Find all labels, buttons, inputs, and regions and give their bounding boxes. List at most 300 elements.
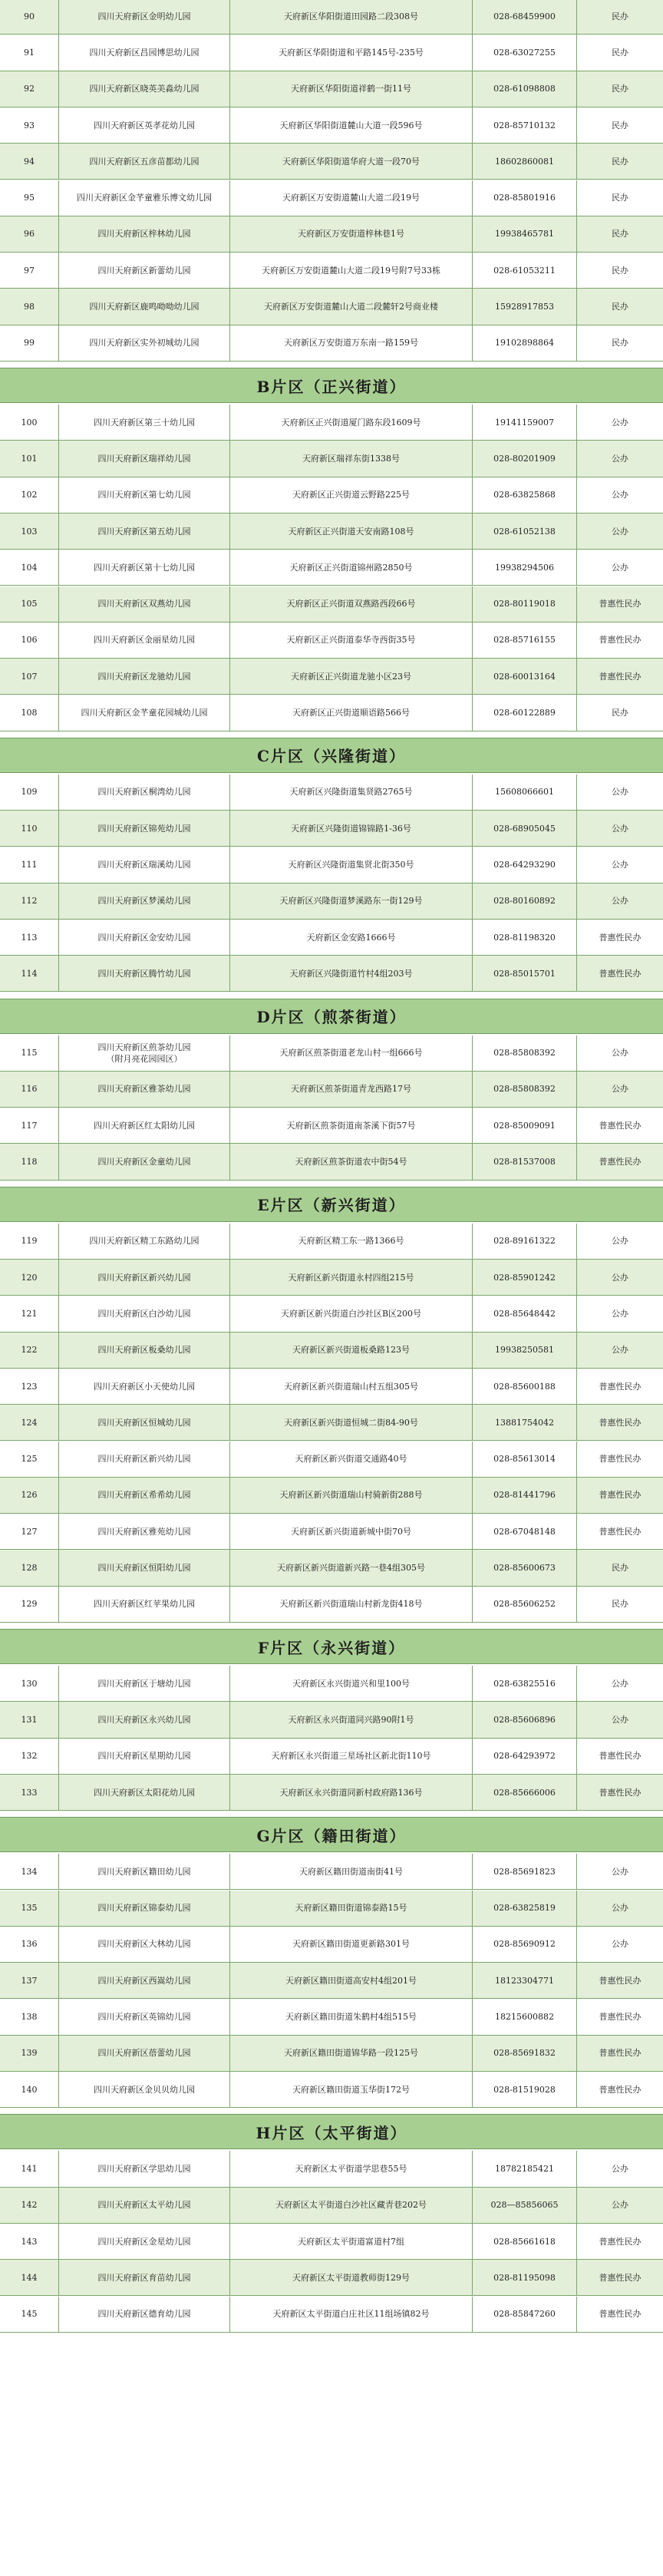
cell-type: 普惠性民办 bbox=[599, 1454, 642, 1465]
cell-type: 普惠性民办 bbox=[599, 1381, 642, 1392]
cell-name: 四川天府新区瑞祥幼儿园 bbox=[59, 441, 230, 476]
cell-no: 131 bbox=[0, 1702, 59, 1737]
cell-type: 普惠性民办 bbox=[599, 2012, 642, 2023]
cell-tel: 028-68459900 bbox=[473, 0, 577, 34]
cell-no: 138 bbox=[0, 1999, 59, 2034]
cell-name: 四川天府新区煎茶幼儿园 （附月亮花园园区） bbox=[59, 1035, 230, 1071]
table-row bbox=[0, 1260, 663, 1296]
cell-addr: 天府新区新兴街道恒城二街84-90号 bbox=[230, 1405, 473, 1440]
cell-tel: 18782185421 bbox=[473, 2151, 577, 2186]
cell-addr: 天府新区正兴街道锦州路2850号 bbox=[230, 550, 473, 585]
table-row bbox=[0, 956, 663, 992]
cell-tel: 028-81195098 bbox=[473, 2260, 577, 2295]
cell-tel: 028-85648442 bbox=[473, 1296, 577, 1331]
section-header bbox=[0, 1187, 663, 1222]
table-row bbox=[0, 2260, 663, 2296]
cell-type: 公办 bbox=[612, 1866, 628, 1877]
table-row bbox=[0, 847, 663, 883]
cell-name: 四川天府新区金芊童雅乐博文幼儿园 bbox=[59, 180, 230, 216]
cell-name: 四川天府新区金芊童花园城幼儿园 bbox=[59, 695, 230, 730]
cell-tel: 028-85606896 bbox=[473, 1702, 577, 1737]
cell-addr: 天府新区新兴街道交通路40号 bbox=[230, 1442, 473, 1477]
table-row bbox=[0, 1999, 663, 2035]
table-row bbox=[0, 514, 663, 550]
cell-type: 普惠性民办 bbox=[599, 932, 642, 943]
table-row bbox=[0, 0, 663, 35]
cell-addr: 天府新区太平街道富道村7组 bbox=[230, 2224, 473, 2259]
cell-tel: 028-60013164 bbox=[473, 659, 577, 694]
table-row bbox=[0, 180, 663, 216]
table-row bbox=[0, 1854, 663, 1890]
cell-no: 105 bbox=[0, 586, 59, 622]
section-header bbox=[0, 738, 663, 773]
cell-tel: 028-85691823 bbox=[473, 1854, 577, 1889]
cell-name: 四川天府新区双燕幼儿园 bbox=[59, 586, 230, 622]
cell-addr: 天府新区正兴街道顺语路566号 bbox=[230, 695, 473, 730]
cell-tel: 19141159007 bbox=[473, 405, 577, 440]
cell-tel: 18123304771 bbox=[473, 1963, 577, 1998]
cell-no: 106 bbox=[0, 623, 59, 658]
cell-name: 四川天府新区蓓蕾幼儿园 bbox=[59, 2036, 230, 2071]
table-row bbox=[0, 1666, 663, 1702]
section-title: D片区（煎茶街道） bbox=[256, 1008, 407, 1026]
cell-no: 132 bbox=[0, 1739, 59, 1774]
cell-name: 四川天府新区白沙幼儿园 bbox=[59, 1296, 230, 1331]
cell-no: 108 bbox=[0, 695, 59, 730]
cell-addr: 天府新区兴隆街道锦锦路1-36号 bbox=[230, 811, 473, 846]
table-row bbox=[0, 1478, 663, 1514]
cell-addr: 天府新区兴隆街道梦溪路东一街129号 bbox=[230, 883, 473, 919]
cell-tel: 028-81519028 bbox=[473, 2072, 577, 2107]
cell-type: 普惠性民办 bbox=[599, 1157, 642, 1167]
table-row bbox=[0, 289, 663, 325]
cell-name: 四川天府新区梓林幼儿园 bbox=[59, 216, 230, 252]
cell-type: 公办 bbox=[612, 490, 628, 500]
cell-tel: 15928917853 bbox=[473, 289, 577, 324]
table-row bbox=[0, 774, 663, 811]
cell-tel: 028-80201909 bbox=[473, 441, 577, 476]
cell-name: 四川天府新区于塘幼儿园 bbox=[59, 1666, 230, 1701]
cell-type: 普惠性民办 bbox=[599, 1490, 642, 1501]
table-row bbox=[0, 1108, 663, 1144]
table-row bbox=[0, 144, 663, 180]
cell-name: 四川天府新区籍田幼儿园 bbox=[59, 1854, 230, 1889]
cell-no: 114 bbox=[0, 956, 59, 991]
table-row bbox=[0, 2036, 663, 2072]
table-row bbox=[0, 1927, 663, 1963]
cell-no: 90 bbox=[0, 0, 59, 34]
cell-addr: 天府新区煎茶街道农中街54号 bbox=[230, 1144, 473, 1179]
cell-no: 136 bbox=[0, 1927, 59, 1962]
cell-addr: 天府新区万安街道梓林巷1号 bbox=[230, 216, 473, 252]
table-row bbox=[0, 1702, 663, 1738]
cell-addr: 天府新区瑞祥东街1338号 bbox=[230, 441, 473, 476]
table-row bbox=[0, 659, 663, 695]
cell-tel: 028-64293290 bbox=[473, 847, 577, 882]
table-row bbox=[0, 2297, 663, 2333]
table-row bbox=[0, 1224, 663, 1260]
cell-type: 普惠性民办 bbox=[599, 2309, 642, 2320]
cell-name: 四川天府新区英孝花幼儿园 bbox=[59, 107, 230, 143]
cell-tel: 028-89161322 bbox=[473, 1224, 577, 1259]
cell-type: 民办 bbox=[612, 193, 628, 203]
cell-name: 四川天府新区实外初城幼儿园 bbox=[59, 325, 230, 361]
cell-no: 141 bbox=[0, 2151, 59, 2186]
cell-no: 113 bbox=[0, 920, 59, 955]
cell-addr: 天府新区煎茶街道青龙西路17号 bbox=[230, 1072, 473, 1107]
cell-tel: 028-85691832 bbox=[473, 2036, 577, 2071]
cell-addr: 天府新区籍田街道朱鹤村4组515号 bbox=[230, 1999, 473, 2034]
cell-type: 公办 bbox=[612, 417, 628, 428]
cell-tel: 028-63825819 bbox=[473, 1891, 577, 1926]
cell-name: 四川天府新区金明幼儿园 bbox=[59, 0, 230, 34]
cell-no: 107 bbox=[0, 659, 59, 694]
cell-name: 四川天府新区恒阳幼儿园 bbox=[59, 1550, 230, 1585]
cell-tel: 028-85661618 bbox=[473, 2224, 577, 2259]
cell-tel: 028-61053211 bbox=[473, 253, 577, 288]
cell-type: 公办 bbox=[612, 526, 628, 537]
cell-name: 四川天府新区鹿鸣呦呦幼儿园 bbox=[59, 289, 230, 324]
cell-type: 公办 bbox=[612, 859, 628, 870]
cell-name: 四川天府新区恒城幼儿园 bbox=[59, 1405, 230, 1440]
cell-name: 四川天府新区希希幼儿园 bbox=[59, 1478, 230, 1513]
cell-type: 普惠性民办 bbox=[599, 968, 642, 979]
cell-name: 四川天府新区锦泰幼儿园 bbox=[59, 1891, 230, 1926]
cell-name: 四川天府新区第七幼儿园 bbox=[59, 477, 230, 513]
table-row bbox=[0, 883, 663, 920]
cell-no: 118 bbox=[0, 1144, 59, 1179]
section-title: G片区（籍田街道） bbox=[256, 1826, 407, 1845]
cell-type: 民办 bbox=[612, 11, 628, 21]
table-row bbox=[0, 107, 663, 144]
table-row bbox=[0, 1550, 663, 1586]
cell-type: 民办 bbox=[612, 229, 628, 239]
cell-name: 四川天府新区雅苑幼儿园 bbox=[59, 1514, 230, 1549]
table-row bbox=[0, 2188, 663, 2224]
cell-tel: 13881754042 bbox=[473, 1405, 577, 1440]
cell-name: 四川天府新区龙驰幼儿园 bbox=[59, 659, 230, 694]
cell-type: 普惠性民办 bbox=[599, 1417, 642, 1428]
cell-name: 四川天府新区红太阳幼儿园 bbox=[59, 1108, 230, 1143]
cell-no: 134 bbox=[0, 1854, 59, 1889]
cell-no: 92 bbox=[0, 71, 59, 107]
cell-no: 135 bbox=[0, 1891, 59, 1926]
cell-name: 四川天府新区育苗幼儿园 bbox=[59, 2260, 230, 2295]
cell-type: 公办 bbox=[612, 787, 628, 798]
cell-no: 117 bbox=[0, 1108, 59, 1143]
cell-tel: 19938465781 bbox=[473, 216, 577, 252]
cell-no: 122 bbox=[0, 1333, 59, 1368]
cell-no: 116 bbox=[0, 1072, 59, 1107]
cell-name: 四川天府新区梦溪幼儿园 bbox=[59, 883, 230, 919]
cell-name: 四川天府新区西嵩幼儿园 bbox=[59, 1963, 230, 1998]
section-header bbox=[0, 1629, 663, 1664]
cell-tel: 19938294506 bbox=[473, 550, 577, 585]
cell-type: 普惠性民办 bbox=[599, 2048, 642, 2059]
cell-name: 四川天府新区红苹果幼儿园 bbox=[59, 1587, 230, 1622]
cell-no: 101 bbox=[0, 441, 59, 476]
section-header bbox=[0, 368, 663, 403]
cell-name: 四川天府新区金丽星幼儿园 bbox=[59, 623, 230, 658]
cell-no: 125 bbox=[0, 1442, 59, 1477]
table-row bbox=[0, 623, 663, 659]
cell-no: 139 bbox=[0, 2036, 59, 2071]
cell-addr: 天府新区正兴街道厦门路东段1609号 bbox=[230, 405, 473, 440]
cell-no: 137 bbox=[0, 1963, 59, 1998]
table-row bbox=[0, 216, 663, 253]
cell-no: 112 bbox=[0, 883, 59, 919]
cell-addr: 天府新区新兴街道瑞山村骑新街288号 bbox=[230, 1478, 473, 1513]
cell-addr: 天府新区兴隆街道集贤北街350号 bbox=[230, 847, 473, 882]
table-row bbox=[0, 1739, 663, 1775]
cell-type: 民办 bbox=[612, 265, 628, 276]
cell-no: 143 bbox=[0, 2224, 59, 2259]
cell-no: 142 bbox=[0, 2188, 59, 2223]
cell-name: 四川天府新区第十七幼儿园 bbox=[59, 550, 230, 585]
cell-type: 普惠性民办 bbox=[599, 1787, 642, 1798]
cell-type: 民办 bbox=[612, 156, 628, 167]
table-row bbox=[0, 1035, 663, 1072]
table-row bbox=[0, 1144, 663, 1180]
cell-addr: 天府新区正兴街道龙驰小区23号 bbox=[230, 659, 473, 694]
cell-no: 91 bbox=[0, 35, 59, 70]
cell-tel: 028-85808392 bbox=[473, 1072, 577, 1107]
cell-addr: 天府新区永兴街道同兴路90附1号 bbox=[230, 1702, 473, 1737]
cell-addr: 天府新区新兴街道瑞山村五组305号 bbox=[230, 1369, 473, 1404]
table-row bbox=[0, 920, 663, 956]
table-row bbox=[0, 695, 663, 731]
cell-type: 公办 bbox=[612, 562, 628, 573]
table-row bbox=[0, 1333, 663, 1369]
cell-tel: 028-63825868 bbox=[473, 477, 577, 513]
cell-type: 民办 bbox=[612, 47, 628, 58]
cell-no: 115 bbox=[0, 1035, 59, 1071]
cell-tel: 18602860081 bbox=[473, 144, 577, 179]
cell-tel: 028-85901242 bbox=[473, 1260, 577, 1295]
cell-tel: 18215600882 bbox=[473, 1999, 577, 2034]
cell-name: 四川天府新区金童幼儿园 bbox=[59, 1144, 230, 1179]
cell-no: 123 bbox=[0, 1369, 59, 1404]
cell-tel: 028-85801916 bbox=[473, 180, 577, 216]
section-header bbox=[0, 1817, 663, 1852]
cell-type: 普惠性民办 bbox=[599, 1975, 642, 1986]
cell-tel: 028-85600188 bbox=[473, 1369, 577, 1404]
cell-no: 130 bbox=[0, 1666, 59, 1701]
cell-no: 110 bbox=[0, 811, 59, 846]
cell-type: 民办 bbox=[612, 1563, 628, 1574]
cell-tel: 028-80160892 bbox=[473, 883, 577, 919]
cell-addr: 天府新区煎茶街道南茶溪下街57号 bbox=[230, 1108, 473, 1143]
cell-name: 四川天府新区太阳花幼儿园 bbox=[59, 1775, 230, 1810]
cell-addr: 天府新区万安街道麓山大道二段麓轩2号商业楼 bbox=[230, 289, 473, 324]
cell-tel: 028-60122889 bbox=[473, 695, 577, 730]
cell-tel: 028-85847260 bbox=[473, 2297, 577, 2332]
cell-name: 四川天府新区金星幼儿园 bbox=[59, 2224, 230, 2259]
cell-addr: 天府新区华阳街道祥鹤一街11号 bbox=[230, 71, 473, 107]
cell-addr: 天府新区新兴街道永村四组215号 bbox=[230, 1260, 473, 1295]
cell-no: 93 bbox=[0, 107, 59, 143]
cell-addr: 天府新区万安街道麓山大道二段19号 bbox=[230, 180, 473, 216]
cell-name: 四川天府新区瑞溪幼儿园 bbox=[59, 847, 230, 882]
cell-no: 145 bbox=[0, 2297, 59, 2332]
cell-addr: 天府新区籍田街道玉华街172号 bbox=[230, 2072, 473, 2107]
table-row bbox=[0, 1072, 663, 1108]
cell-name: 四川天府新区晓英美淼幼儿园 bbox=[59, 71, 230, 107]
cell-type: 普惠性民办 bbox=[599, 2272, 642, 2283]
cell-type: 普惠性民办 bbox=[599, 599, 642, 609]
table-row bbox=[0, 1891, 663, 1927]
cell-no: 129 bbox=[0, 1587, 59, 1622]
cell-addr: 天府新区正兴街道云野路225号 bbox=[230, 477, 473, 513]
table-row bbox=[0, 550, 663, 586]
cell-addr: 天府新区永兴街道三星场社区新北街110号 bbox=[230, 1739, 473, 1774]
cell-no: 120 bbox=[0, 1260, 59, 1295]
cell-no: 124 bbox=[0, 1405, 59, 1440]
cell-addr: 天府新区籍田街道更新路301号 bbox=[230, 1927, 473, 1962]
cell-addr: 天府新区太平街道学思巷55号 bbox=[230, 2151, 473, 2186]
cell-tel: 028-85600673 bbox=[473, 1550, 577, 1585]
cell-tel: 028-85716155 bbox=[473, 623, 577, 658]
cell-addr: 天府新区兴隆街道竹村4组203号 bbox=[230, 956, 473, 991]
table-row bbox=[0, 1296, 663, 1332]
cell-tel: 028-68905045 bbox=[473, 811, 577, 846]
cell-name: 四川天府新区英锦幼儿园 bbox=[59, 1999, 230, 2034]
cell-addr: 天府新区永兴街道兴和里100号 bbox=[230, 1666, 473, 1701]
cell-addr: 天府新区华阳街道田园路二段308号 bbox=[230, 0, 473, 34]
section-title: B片区（正兴街道） bbox=[256, 377, 407, 396]
cell-addr: 天府新区永兴街道同新村政府路136号 bbox=[230, 1775, 473, 1810]
cell-type: 普惠性民办 bbox=[599, 1120, 642, 1131]
cell-type: 民办 bbox=[612, 302, 628, 312]
cell-type: 公办 bbox=[612, 1236, 628, 1247]
cell-name: 四川天府新区五彦苗都幼儿园 bbox=[59, 144, 230, 179]
cell-addr: 天府新区籍田街道锦泰路15号 bbox=[230, 1891, 473, 1926]
cell-no: 103 bbox=[0, 514, 59, 549]
cell-addr: 天府新区万安街道万东南一路159号 bbox=[230, 325, 473, 361]
cell-no: 133 bbox=[0, 1775, 59, 1810]
cell-name: 四川天府新区昌园博思幼儿园 bbox=[59, 35, 230, 70]
table-row bbox=[0, 2224, 663, 2260]
cell-no: 140 bbox=[0, 2072, 59, 2107]
section-header bbox=[0, 999, 663, 1034]
table-row bbox=[0, 325, 663, 362]
table-row bbox=[0, 35, 663, 71]
cell-no: 128 bbox=[0, 1550, 59, 1585]
cell-addr: 天府新区正兴街道双燕路西段66号 bbox=[230, 586, 473, 622]
cell-addr: 天府新区兴隆街道集贤路2765号 bbox=[230, 774, 473, 810]
table-row bbox=[0, 71, 663, 107]
cell-tel: 028-85009091 bbox=[473, 1108, 577, 1143]
cell-tel: 028-85613014 bbox=[473, 1442, 577, 1477]
cell-addr: 天府新区煎茶街道老龙山村一组666号 bbox=[230, 1035, 473, 1071]
cell-name: 四川天府新区雅茶幼儿园 bbox=[59, 1072, 230, 1107]
table-row bbox=[0, 477, 663, 514]
cell-tel: 028-67048148 bbox=[473, 1514, 577, 1549]
cell-type: 公办 bbox=[612, 453, 628, 464]
cell-type: 普惠性民办 bbox=[599, 2084, 642, 2095]
cell-addr: 天府新区籍田街道高安村4组201号 bbox=[230, 1963, 473, 1998]
cell-no: 111 bbox=[0, 847, 59, 882]
section-title: H片区（太平街道） bbox=[256, 2123, 407, 2142]
cell-addr: 天府新区新兴街道白沙社区B区200号 bbox=[230, 1296, 473, 1331]
cell-no: 94 bbox=[0, 144, 59, 179]
cell-type: 普惠性民办 bbox=[599, 1751, 642, 1762]
cell-name: 四川天府新区德育幼儿园 bbox=[59, 2297, 230, 2332]
cell-no: 100 bbox=[0, 405, 59, 440]
cell-tel: 028-61052138 bbox=[473, 514, 577, 549]
cell-name: 四川天府新区腾竹幼儿园 bbox=[59, 956, 230, 991]
cell-tel: 028—85856065 bbox=[473, 2188, 577, 2223]
cell-name: 四川天府新区桐湾幼儿园 bbox=[59, 774, 230, 810]
cell-type: 公办 bbox=[612, 1272, 628, 1283]
cell-type: 民办 bbox=[612, 84, 628, 94]
cell-type: 公办 bbox=[612, 1678, 628, 1689]
cell-addr: 天府新区万安街道麓山大道二段19号附7号33栋 bbox=[230, 253, 473, 288]
table-row bbox=[0, 1587, 663, 1623]
cell-addr: 天府新区华阳街道和平路145号-235号 bbox=[230, 35, 473, 70]
cell-type: 公办 bbox=[612, 1308, 628, 1319]
cell-addr: 天府新区新兴街道新兴路一巷4组305号 bbox=[230, 1550, 473, 1585]
cell-name: 四川天府新区新兴幼儿园 bbox=[59, 1442, 230, 1477]
cell-no: 95 bbox=[0, 180, 59, 216]
cell-addr: 天府新区华阳街道麓山大道一段596号 bbox=[230, 107, 473, 143]
cell-tel: 028-85015701 bbox=[473, 956, 577, 991]
cell-name: 四川天府新区学思幼儿园 bbox=[59, 2151, 230, 2186]
cell-name: 四川天府新区小天使幼儿园 bbox=[59, 1369, 230, 1404]
cell-name: 四川天府新区太平幼儿园 bbox=[59, 2188, 230, 2223]
section-header bbox=[0, 2114, 663, 2149]
section-title: E片区（新兴街道） bbox=[257, 1196, 406, 1215]
cell-tel: 028-85710132 bbox=[473, 107, 577, 143]
cell-name: 四川天府新区锦苑幼儿园 bbox=[59, 811, 230, 846]
table-row bbox=[0, 405, 663, 441]
table-row bbox=[0, 1405, 663, 1441]
cell-tel: 028-63825516 bbox=[473, 1666, 577, 1701]
table-row bbox=[0, 811, 663, 847]
cell-type: 普惠性民办 bbox=[599, 671, 642, 682]
section-title: C片区（兴隆街道） bbox=[257, 747, 406, 766]
cell-no: 99 bbox=[0, 325, 59, 361]
cell-tel: 028-64293972 bbox=[473, 1739, 577, 1774]
table-row bbox=[0, 441, 663, 477]
cell-tel: 028-85666006 bbox=[473, 1775, 577, 1810]
cell-name: 四川天府新区新兴幼儿园 bbox=[59, 1260, 230, 1295]
cell-type: 普惠性民办 bbox=[599, 635, 642, 646]
cell-tel: 028-85606252 bbox=[473, 1587, 577, 1622]
cell-addr: 天府新区华阳街道华府大道一段70号 bbox=[230, 144, 473, 179]
cell-type: 民办 bbox=[612, 120, 628, 130]
table-row bbox=[0, 253, 663, 289]
cell-no: 119 bbox=[0, 1224, 59, 1259]
cell-tel: 028-80119018 bbox=[473, 586, 577, 622]
cell-tel: 028-85690912 bbox=[473, 1927, 577, 1962]
cell-tel: 028-63027255 bbox=[473, 35, 577, 70]
cell-type: 民办 bbox=[612, 338, 628, 348]
section-title: F片区（永兴街道） bbox=[257, 1638, 406, 1657]
table-row bbox=[0, 1775, 663, 1811]
cell-type: 公办 bbox=[612, 823, 628, 834]
cell-type: 公办 bbox=[612, 896, 628, 907]
cell-tel: 028-81441796 bbox=[473, 1478, 577, 1513]
cell-tel: 028-85808392 bbox=[473, 1035, 577, 1071]
cell-name: 四川天府新区金安幼儿园 bbox=[59, 920, 230, 955]
cell-no: 127 bbox=[0, 1514, 59, 1549]
cell-type: 公办 bbox=[612, 1084, 628, 1095]
cell-type: 公办 bbox=[612, 1903, 628, 1914]
cell-no: 144 bbox=[0, 2260, 59, 2295]
table-row bbox=[0, 1963, 663, 1999]
cell-type: 普惠性民办 bbox=[599, 2236, 642, 2247]
